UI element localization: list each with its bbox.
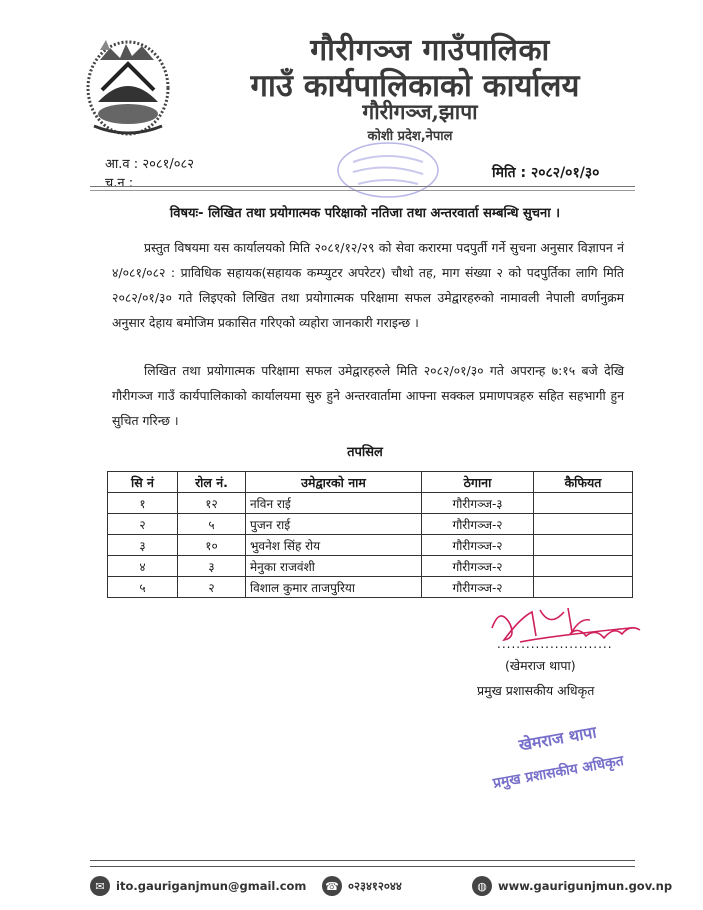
cell-serial: १ bbox=[108, 493, 178, 514]
subject-line: विषयः- लिखित तथा प्रयोगात्मक परिक्षाको नतिजा तथा अन्तरवार्ता सम्बन्धि सुचना । bbox=[169, 206, 561, 221]
results-table bbox=[107, 471, 633, 598]
signature-line: ........................ bbox=[497, 637, 613, 651]
table-row bbox=[108, 577, 633, 598]
col-serial: सि नं bbox=[108, 472, 178, 493]
cell-remarks bbox=[534, 514, 633, 535]
body-paragraph-1: प्रस्तुत विषयमा यस कार्यालयको मिति २०८१/१२/२९ को सेवा करारमा पदपुर्ती गर्ने सुचना अनुसार विज्ञापन नं ४/०८१/०८२ : प्राविधिक सहायक(सहायक कम्प्युटर अपरेटर) चौथो तह, माग संख्या २ को पदपुर्तिका लागि मिति २०८२/०१/३० गते लिइएको लिखित तथा प्रयोगात्मक परिक्षामा सफल उमेद्वारहरुको नामावली नेपाली वर्णानुक्रम अनुसार देहाय बमोजिम प्रकासित गरिएको व्यहोरा जानकारी गराइन्छ । bbox=[112, 240, 624, 330]
cell-address: गौरीगञ्ज-२ bbox=[422, 535, 534, 556]
footer-email[interactable] bbox=[90, 876, 306, 896]
globe-icon: ◍ bbox=[472, 876, 492, 896]
table-row bbox=[108, 535, 633, 556]
mail-icon: ✉ bbox=[90, 876, 110, 896]
reference-block bbox=[105, 155, 194, 193]
phone-icon: ☎ bbox=[322, 876, 342, 896]
dispatch-label: च.न : bbox=[105, 176, 134, 191]
col-address: ठेगाना bbox=[422, 472, 534, 493]
cell-name: नविन राई bbox=[246, 493, 422, 514]
letter-date bbox=[492, 163, 599, 182]
cell-serial: ३ bbox=[108, 535, 178, 556]
cell-name: पुजन राई bbox=[246, 514, 422, 535]
office-location: गौरीगञ्ज,झापा bbox=[362, 99, 478, 124]
fiscal-year-label: आ.व : bbox=[105, 157, 139, 172]
cell-name: भुवनेश सिंह रोय bbox=[246, 535, 422, 556]
cell-address: गौरीगञ्ज-२ bbox=[422, 556, 534, 577]
org-name: गौरीगञ्ज गाउँपालिका bbox=[310, 33, 550, 68]
website-text: www.gaurigunjmun.gov.np bbox=[498, 879, 673, 893]
header-divider bbox=[90, 186, 635, 187]
cell-roll: ५ bbox=[178, 514, 246, 535]
email-text: ito.gauriganjmun@gmail.com bbox=[116, 879, 307, 893]
stamp-name-text: खेमराज थापा bbox=[517, 722, 598, 755]
table-row bbox=[108, 556, 633, 577]
officer-stamp bbox=[460, 702, 680, 792]
date-value: २०८२/०१/३० bbox=[530, 165, 600, 181]
cell-roll: १० bbox=[178, 535, 246, 556]
cell-name: विशाल कुमार ताजपुरिया bbox=[246, 577, 422, 598]
footer-divider bbox=[90, 860, 635, 861]
date-label: मिति : bbox=[492, 165, 527, 181]
phone-text: ०२३४१२०४४ bbox=[348, 878, 402, 893]
footer-divider-thin bbox=[90, 866, 635, 867]
footer-website[interactable] bbox=[472, 876, 672, 896]
cell-address: गौरीगञ्ज-३ bbox=[422, 493, 534, 514]
col-remarks: कैफियत bbox=[534, 472, 633, 493]
cell-roll: २ bbox=[178, 577, 246, 598]
fiscal-year: २०८१/०८२ bbox=[142, 157, 195, 172]
cell-name: मेनुका राजवंशी bbox=[246, 556, 422, 577]
header-divider-thin bbox=[90, 190, 635, 191]
province: कोशी प्रदेश,नेपाल bbox=[367, 129, 453, 144]
cell-serial: ४ bbox=[108, 556, 178, 577]
cell-serial: २ bbox=[108, 514, 178, 535]
footer-phone[interactable] bbox=[322, 876, 402, 896]
stamp-title-text: प्रमुख प्रशासकीय अधिकृत bbox=[491, 753, 625, 792]
cell-roll: १२ bbox=[178, 493, 246, 514]
signatory-title: प्रमुख प्रशासकीय अधिकृत bbox=[477, 683, 595, 698]
cell-address: गौरीगञ्ज-२ bbox=[422, 577, 534, 598]
cell-address: गौरीगञ्ज-२ bbox=[422, 514, 534, 535]
cell-serial: ५ bbox=[108, 577, 178, 598]
cell-remarks bbox=[534, 493, 633, 514]
signatory-name: (खेमराज थापा) bbox=[505, 658, 576, 673]
col-name: उमेद्वारको नाम bbox=[246, 472, 422, 493]
body-paragraph-2: लिखित तथा प्रयोगात्मक परिक्षामा सफल उमेद्वारहरुले मिति २०८२/०१/३० गते अपरान्ह ७:१५ बजे देखि गौरीगञ्ज गाउँ कार्यपालिकाको कार्यालयमा सुरु हुने अन्तरवार्तामा आफ्ना सक्कल प्रमाणपत्रहरु सहित सहभागी हुन सुचित गरिन्छ । bbox=[112, 363, 624, 428]
table-row bbox=[108, 493, 633, 514]
cell-remarks bbox=[534, 535, 633, 556]
cell-roll: ३ bbox=[178, 556, 246, 577]
col-roll: रोल नं. bbox=[178, 472, 246, 493]
cell-remarks bbox=[534, 556, 633, 577]
table-caption: तपसिल bbox=[347, 445, 383, 460]
cell-remarks bbox=[534, 577, 633, 598]
office-name: गाउँ कार्यपालिकाको कार्यालय bbox=[250, 68, 580, 104]
table-header-row bbox=[108, 472, 633, 493]
table-row bbox=[108, 514, 633, 535]
office-stamp-icon bbox=[328, 140, 448, 200]
nepal-emblem-icon bbox=[80, 30, 176, 140]
